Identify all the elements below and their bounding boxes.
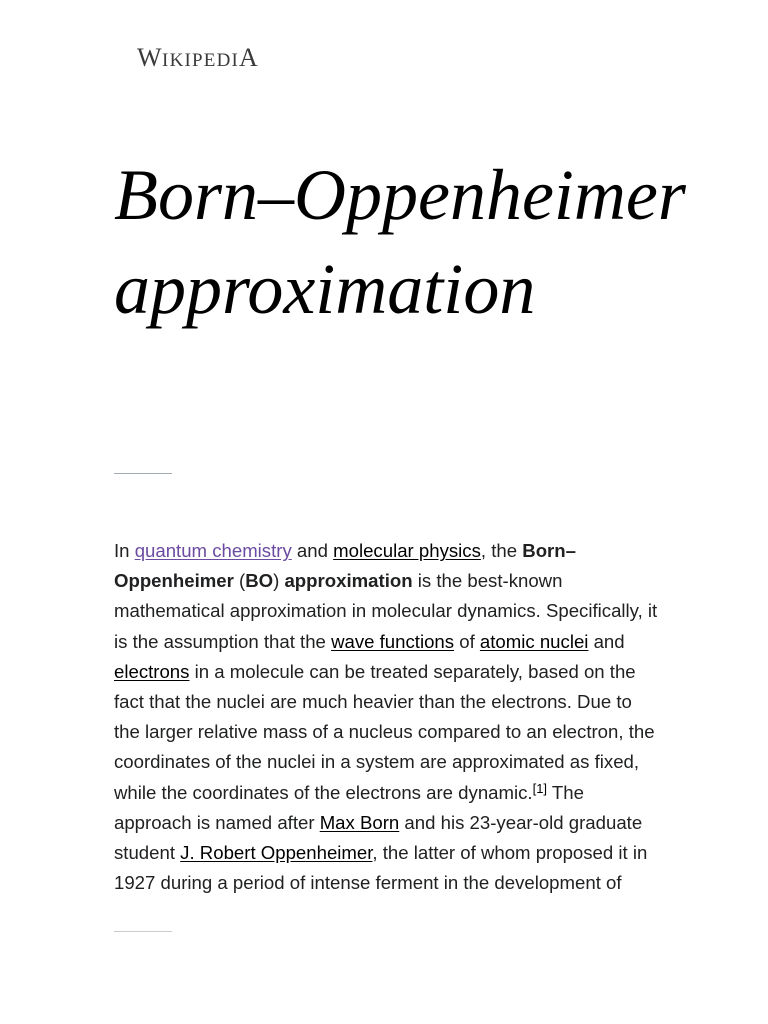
link-max-born[interactable]: Max Born	[319, 811, 400, 833]
wikipedia-wordmark[interactable]: WIKIPEDIA	[137, 43, 259, 72]
bold-term-bo: BO	[245, 570, 274, 592]
article-intro-paragraph: In quantum chemistry and molecular physics, the Born–Oppenheimer (BO) approximation is the best-known mathematical approximation in molecular dynamics. Specifically, it is the assumption that the wave functions of atomic nuclei and electrons in a molecule can be treated separately, based on the fact that the nuclei are much heavier than the electrons. Due to the larger relative mass of a nucleus compared to an electron, the coordinates of the nuclei in a system are approximated as fixed, while the coordinates of the electrons are dynamic.[1] The approach is named after Max Born and his 23-year-old graduate student J. Robert Oppenheimer, the latter of whom proposed it in 1927 during a period of intense ferment in the development of	[114, 540, 658, 894]
page-title: Born–Oppenheimer approximation	[114, 155, 686, 329]
link-molecular-physics[interactable]: molecular physics	[333, 540, 481, 561]
link-quantum-chemistry[interactable]: quantum chemistry	[134, 540, 292, 561]
bold-term-born-oppenheimer: Born–Oppenheimer	[114, 540, 576, 592]
section-divider	[114, 931, 172, 932]
link-atomic-nuclei[interactable]: atomic nuclei	[479, 630, 589, 652]
reference-superscript	[533, 781, 547, 796]
link-electrons[interactable]: electrons	[114, 660, 190, 682]
bold-term-approximation: approximation	[284, 570, 413, 592]
title-divider	[114, 473, 172, 474]
reference-link-1[interactable]: [1]	[532, 780, 548, 796]
link-j-robert-oppenheimer[interactable]: J. Robert Oppenheimer	[180, 842, 373, 864]
link-wave-functions[interactable]: wave functions	[331, 630, 455, 652]
